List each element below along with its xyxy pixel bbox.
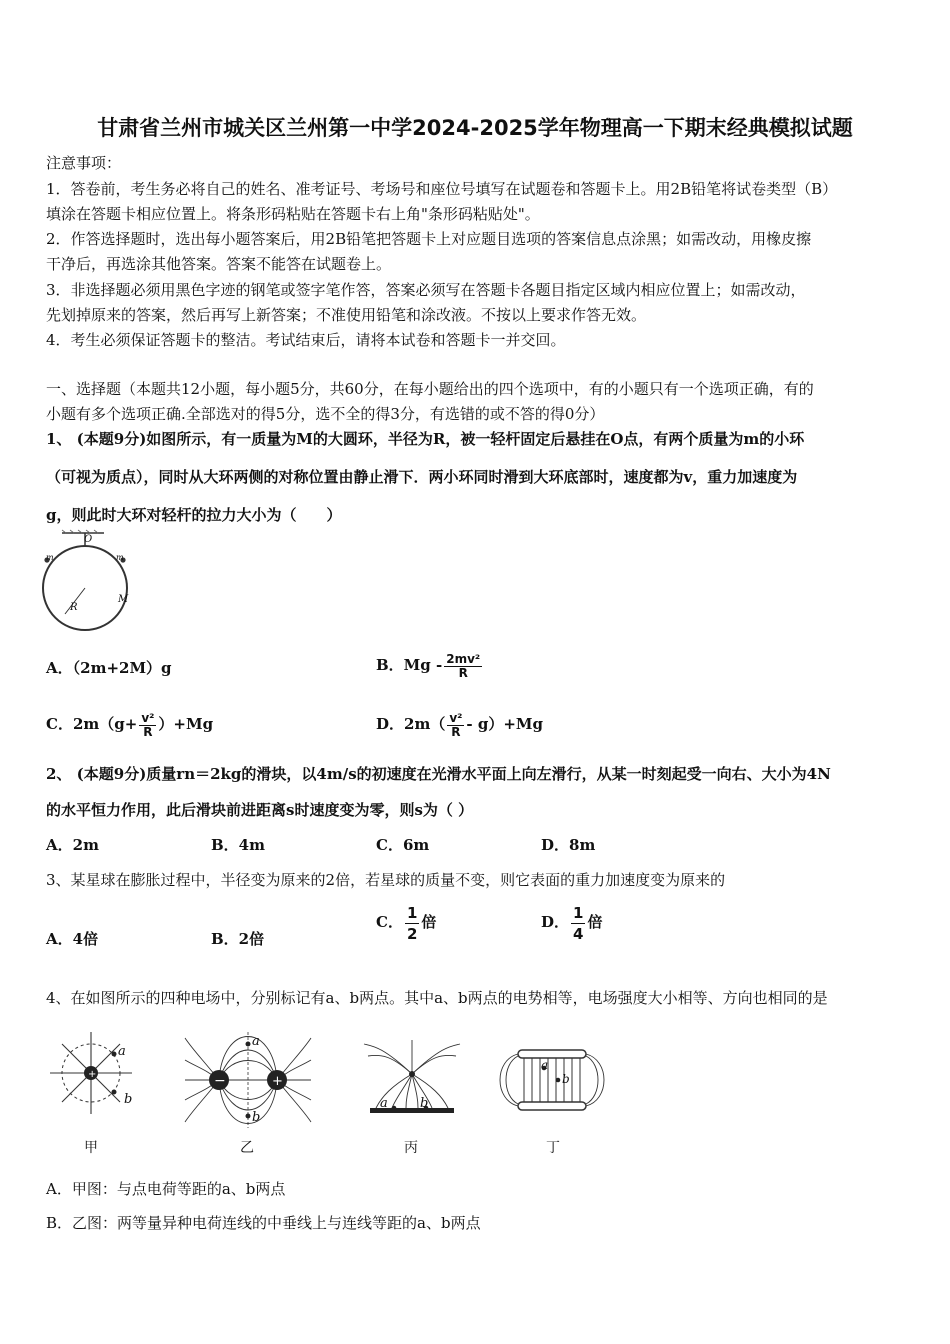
option-text: D． <box>541 913 570 931</box>
option-text: 倍 <box>587 913 603 931</box>
q4-option-b: B．乙图：两等量异种电荷连线的中垂线上与连线等距的a、b两点 <box>46 1214 481 1232</box>
q1-stem: （可视为质点），同时从大环两侧的对称位置由静止滑下．两小环同时滑到大环底部时，速度都为v，重力加速度为 <box>46 468 798 486</box>
q2-stem: 2、 (本题9分)质量rn＝2kg的滑块，以4m/s的初速度在光滑水平面上向左滑行，从某一时刻起受一向右、大小为4N <box>46 765 831 783</box>
option-text: - g）+Mg <box>466 715 544 733</box>
figure-ding-parallel-plates <box>500 1030 604 1130</box>
q2-option-c: C．6m <box>376 836 430 854</box>
option-text: D．2m（ <box>376 715 446 733</box>
denominator: 2 <box>406 924 418 943</box>
notice-line: 先划掉原来的答案，然后再写上新答案；不准使用铅笔和涂改液。不按以上要求作答无效。 <box>46 306 647 324</box>
numerator: 1 <box>406 903 418 922</box>
label-m: m <box>116 553 124 562</box>
numerator: 2mv² <box>446 651 481 666</box>
option-text: B．Mg - <box>376 656 443 674</box>
figure-label-yi: 乙 <box>240 1140 254 1156</box>
q4-option-a: A．甲图：与点电荷等距的a、b两点 <box>46 1180 286 1198</box>
fraction <box>139 712 156 739</box>
page-title: 甘肃省兰州市城关区兰州第一中学2024-2025学年物理高一下期末经典模拟试题 <box>97 116 853 140</box>
denominator: R <box>458 665 468 680</box>
denominator: R <box>143 724 153 739</box>
svg-text:+: + <box>272 1074 283 1089</box>
section-heading: 一、选择题（本题共12小题，每小题5分，共60分，在每小题给出的四个选项中，有的小题只有一个选项正确，有的 <box>46 380 814 398</box>
point-a-label: a <box>118 1044 126 1059</box>
q1-stem: g，则此时大环对轻杆的拉力大小为（ ） <box>46 506 342 524</box>
notice-line: 3．非选择题必须用黑色字迹的钢笔或签字笔作答，答案必须写在答题卡各题目指定区域内相应位置上；如需改动， <box>46 281 806 299</box>
q4-stem: 4、在如图所示的四种电场中，分别标记有a、b两点。其中a、b两点的电势相等，电场强度大小相等、方向也相同的是 <box>46 989 828 1007</box>
q2-stem: 的水平恒力作用，此后滑块前进距离s时速度变为零，则s为（ ） <box>46 801 474 819</box>
label-big-m: M <box>118 594 129 605</box>
label-r: R <box>70 602 78 613</box>
notice-line: 填涂在答题卡相应位置上。将条形码粘贴在答题卡右上角"条形码粘贴处"。 <box>46 205 540 223</box>
svg-text:−: − <box>214 1073 226 1089</box>
q1-option-c <box>46 705 213 743</box>
fraction <box>405 903 419 944</box>
label-o: O <box>84 534 93 545</box>
point-b-label: b <box>124 1092 133 1107</box>
q1-option-d <box>376 705 543 743</box>
notice-line: 1．答卷前，考生务必将自己的姓名、准考证号、考场号和座位号填写在试题卷和答题卡上。用2B铅笔将试卷类型（B） <box>46 180 838 198</box>
numerator: 1 <box>573 903 584 922</box>
figure-jia-point-charge <box>48 1030 134 1116</box>
q3-option-a: A．4倍 <box>46 930 99 948</box>
fraction <box>447 712 464 739</box>
point-b-label: b <box>420 1096 429 1111</box>
q3-option-c <box>376 900 436 944</box>
point-b-label: b <box>252 1110 261 1125</box>
figure-bing-charge-above-plate <box>362 1036 462 1116</box>
fraction <box>571 903 585 944</box>
q1-option-b <box>376 646 484 684</box>
point-b-label: b <box>562 1072 570 1086</box>
notice-line: 4．考生必须保证答题卡的整洁。考试结束后，请将本试卷和答题卡一并交回。 <box>46 331 566 349</box>
numerator: v² <box>141 710 155 725</box>
q2-option-b: B．4m <box>211 836 265 854</box>
figure-label-ding: 丁 <box>546 1140 560 1156</box>
point-a-label: a <box>541 1058 549 1072</box>
denominator: R <box>451 724 461 739</box>
numerator: v² <box>449 710 463 725</box>
point-a-label: a <box>252 1034 260 1049</box>
option-text: C． <box>376 913 403 931</box>
option-text: ）+Mg <box>158 715 214 733</box>
figure-label-bing: 丙 <box>404 1140 418 1156</box>
q1-stem: 1、 (本题9分)如图所示，有一质量为M的大圆环，半径为R，被一轻杆固定后悬挂在O点，有两个质量为m的小环 <box>46 430 805 448</box>
fraction <box>444 653 482 680</box>
denominator: 4 <box>573 924 584 943</box>
label-m: m <box>46 553 54 562</box>
q3-option-d <box>541 900 602 944</box>
notice-line: 干净后，再选涂其他答案。答案不能答在试题卷上。 <box>46 255 392 273</box>
option-text: C．2m（g+ <box>46 715 138 733</box>
svg-text:+: + <box>88 1069 97 1080</box>
point-a-label: a <box>380 1096 388 1111</box>
q1-option-a: A．（2m+2M）g <box>46 659 172 677</box>
q3-option-b: B．2倍 <box>211 930 265 948</box>
notice-heading: 注意事项： <box>46 154 122 172</box>
section-heading: 小题有多个选项正确.全部选对的得5分，选不全的得3分，有选错的或不答的得0分） <box>46 405 605 423</box>
figure-yi-dipole <box>183 1030 313 1130</box>
q1-ring-figure <box>42 530 142 635</box>
option-text: 倍 <box>421 913 437 931</box>
notice-line: 2．作答选择题时，选出每小题答案后，用2B铅笔把答题卡上对应题目选项的答案信息点涂黑；如需改动，用橡皮擦 <box>46 230 812 248</box>
q3-stem: 3、某星球在膨胀过程中，半径变为原来的2倍，若星球的质量不变，则它表面的重力加速度变为原来的 <box>46 871 726 889</box>
figure-label-jia: 甲 <box>84 1140 98 1156</box>
q2-option-a: A．2m <box>46 836 99 854</box>
q2-option-d: D．8m <box>541 836 596 854</box>
